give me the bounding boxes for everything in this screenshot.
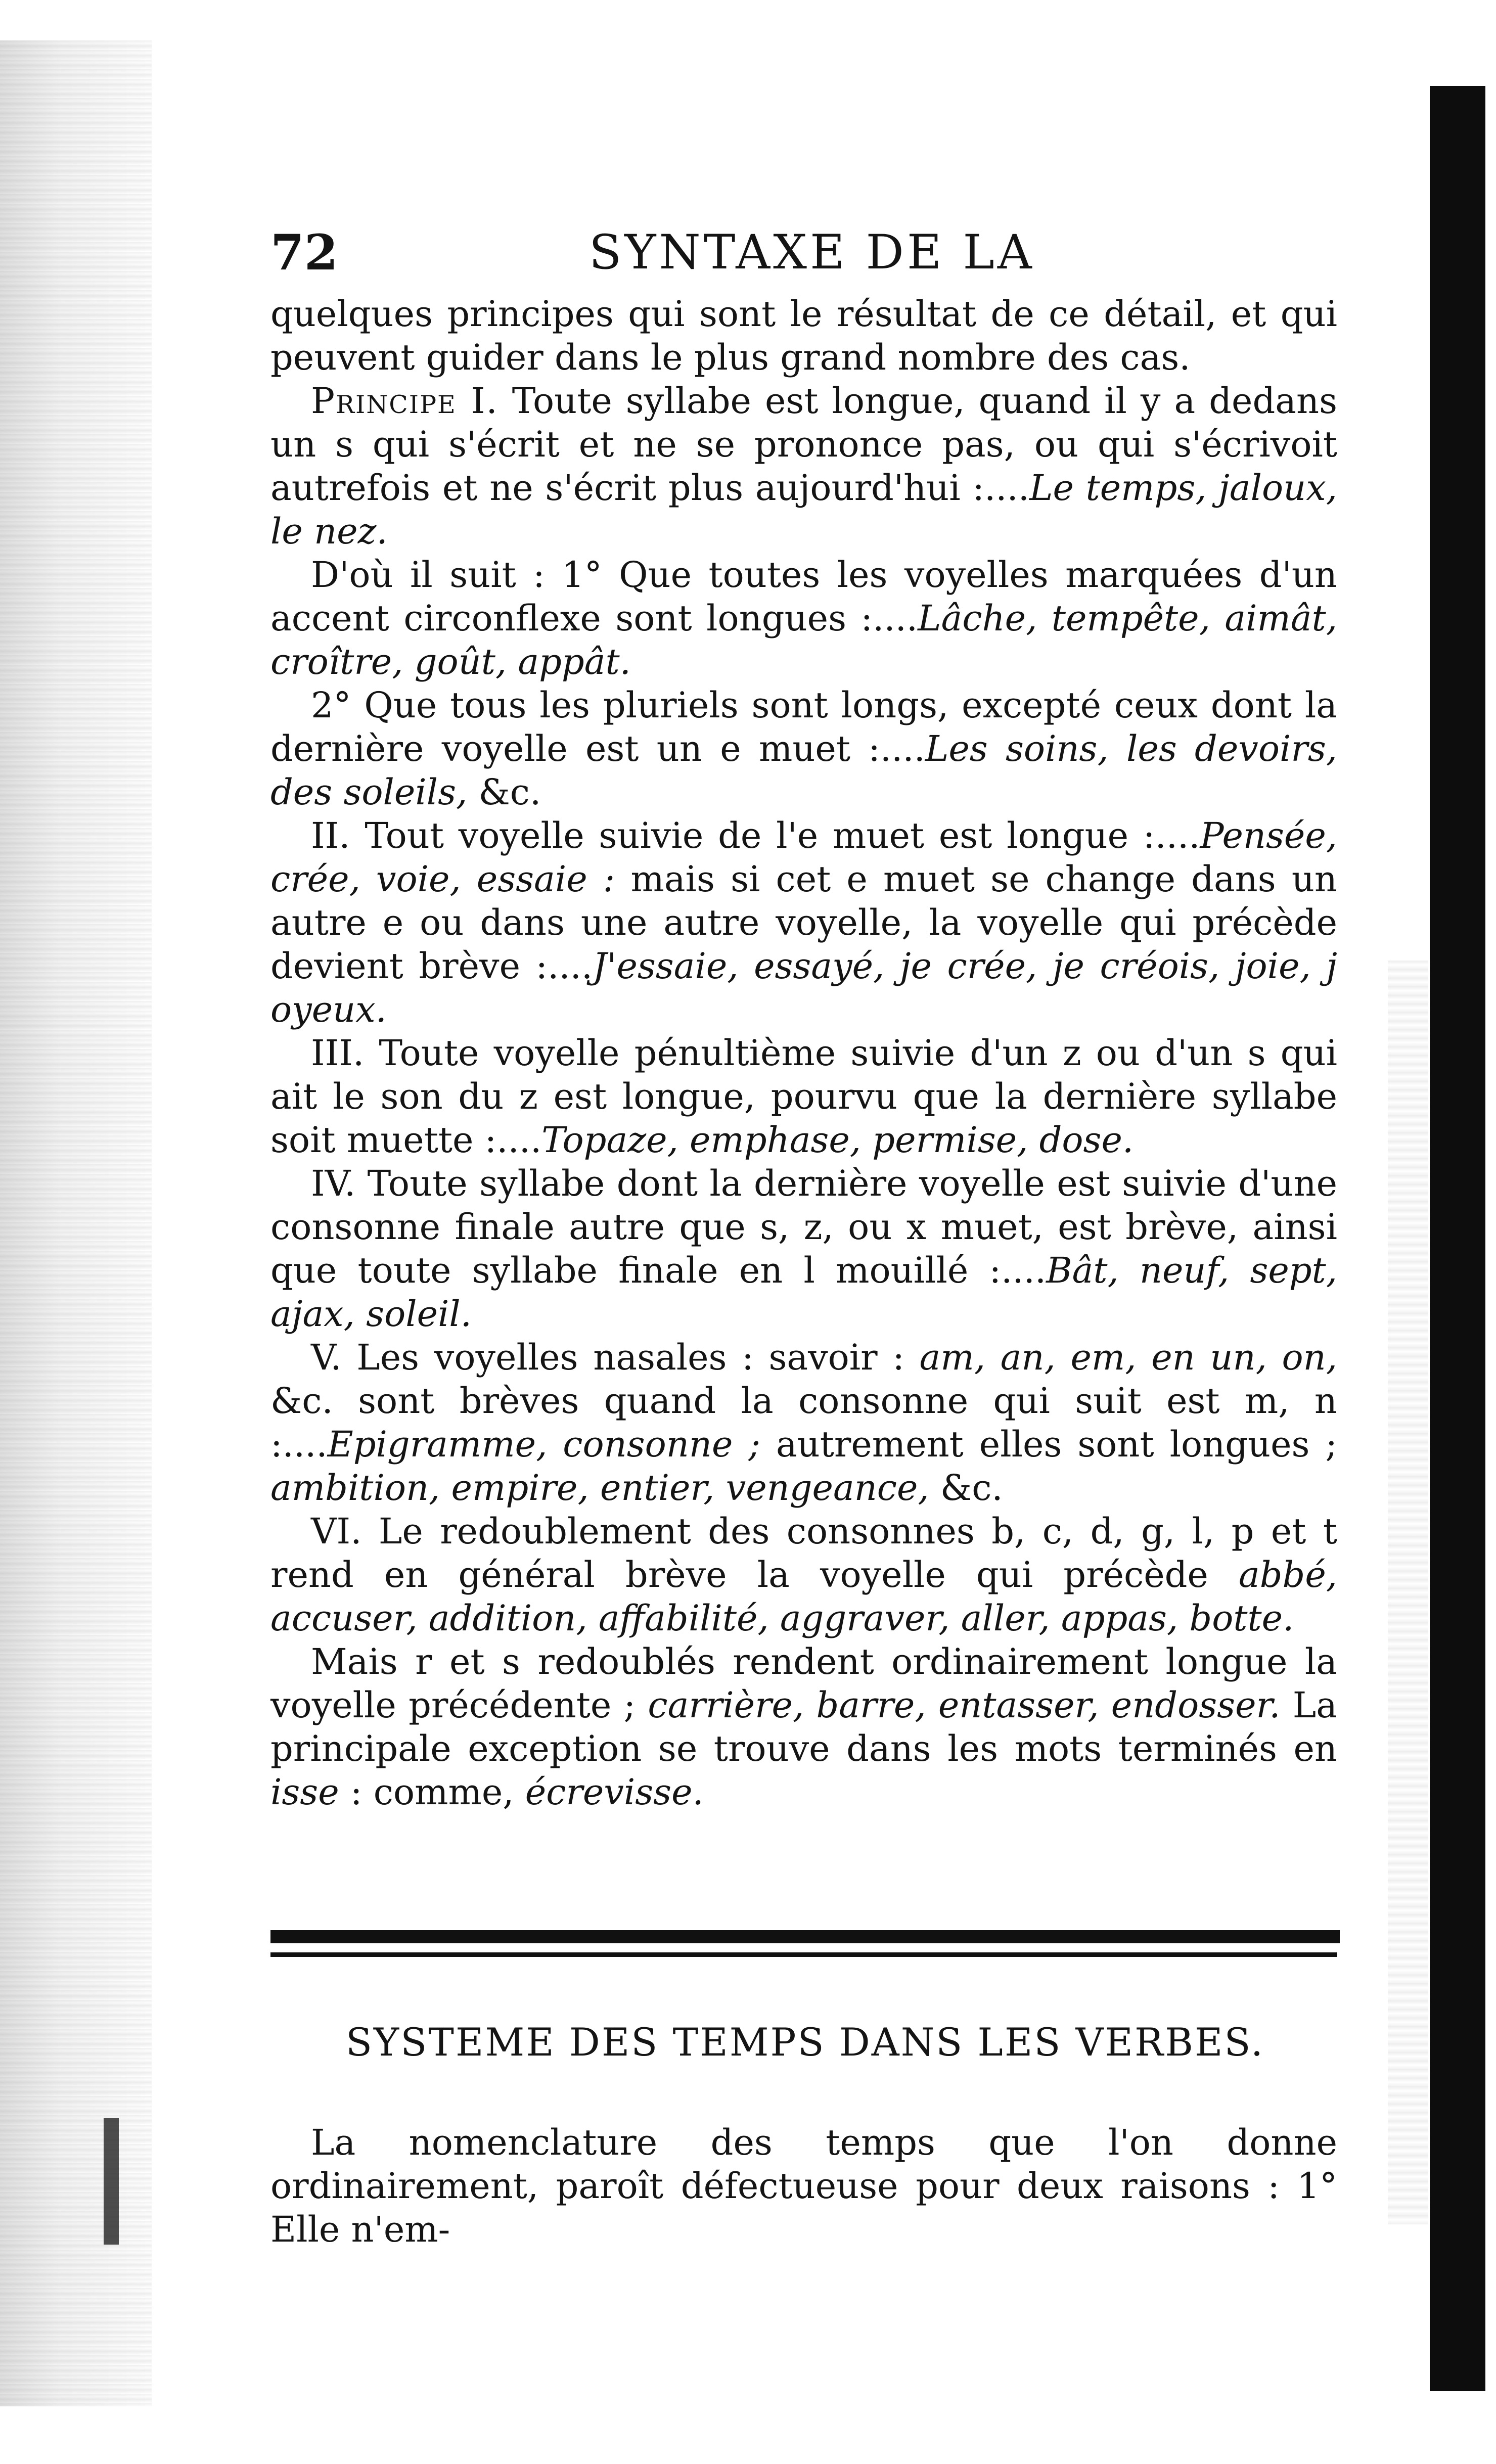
paragraph-principle-1 bbox=[270, 379, 1337, 553]
paragraph-text: III. Toute voyelle pénultième suivie d'un z ou d'un s qui ait le son du z est longue, pourvu que la dernière syllabe soit muette :.... bbox=[270, 1032, 1337, 1161]
paragraph-text: : comme, bbox=[339, 1771, 525, 1813]
paragraph-principle-3 bbox=[270, 1031, 1337, 1162]
paragraph-principle-2 bbox=[270, 814, 1337, 1031]
example-words: carrière, barre, entasser, endosser. bbox=[648, 1684, 1281, 1726]
paragraph-intro bbox=[270, 292, 1337, 379]
running-header bbox=[270, 222, 1340, 293]
paragraph-exception bbox=[270, 1640, 1337, 1814]
paragraph-text: mais si cet e muet se change dans un autre e ou dans une autre voyelle, la voyelle qui précède devient brève :.... bbox=[270, 858, 1337, 987]
paragraph-text: VI. Le redoublement des consonnes b, c, d, g, l, p et t rend en général brève la voyelle qui précède bbox=[270, 1511, 1337, 1595]
paragraph-text: Mais r et s redoublés rendent ordinairement longue la voyelle précédente ; bbox=[270, 1641, 1337, 1726]
principle-label: Principe I. bbox=[311, 380, 498, 422]
page-number: 72 bbox=[270, 224, 338, 281]
example-words: isse bbox=[270, 1771, 339, 1813]
example-words: Pensée, crée, voie, essaie : bbox=[270, 815, 1337, 900]
paragraph-text: D'où il suit : 1° Que toutes les voyelles marquées d'un accent circonflexe sont longues :.... bbox=[270, 554, 1337, 639]
paragraph-text: La principale exception se trouve dans les mots terminés en bbox=[270, 1684, 1338, 1769]
paragraph-text: Toute syllabe est longue, quand il y a dedans un s qui s'écrit et ne se prononce pas, ou qui s'écrivoit autrefois et ne s'écrit plus aujourd'hui :.... bbox=[270, 380, 1337, 509]
example-words: J'essaie, essayé, je crée, je créois, joie, j oyeux. bbox=[270, 945, 1337, 1030]
paragraph-text: 2° Que tous les pluriels sont longs, excepté ceux dont la dernière voyelle est un e muet :.... bbox=[270, 685, 1337, 769]
paragraph-text: quelques principes qui sont le résultat de ce détail, et qui peuvent guider dans le plus grand nombre des cas. bbox=[270, 293, 1337, 378]
paragraph-text: autrement elles sont longues ; bbox=[760, 1424, 1338, 1465]
example-words: Lâche, tempête, aimât, croître, goût, appât. bbox=[270, 598, 1337, 682]
page-edge-shadow bbox=[1430, 86, 1485, 2391]
paragraph-principle-4 bbox=[270, 1162, 1337, 1336]
example-words: ambition, empire, entier, vengeance, bbox=[270, 1467, 929, 1509]
main-text bbox=[270, 292, 1337, 1814]
paragraph-consequence-2 bbox=[270, 683, 1337, 814]
section-divider-thin bbox=[270, 1952, 1337, 1957]
paragraph-text: IV. Toute syllabe dont la dernière voyelle est suivie d'une consonne finale autre que s, z, ou x muet, est brève, ainsi que toute syllabe finale en l mouillé :.... bbox=[270, 1163, 1337, 1291]
example-words: Le temps, jaloux, le nez. bbox=[270, 467, 1337, 552]
page-edge-texture bbox=[1388, 961, 1428, 2224]
example-words: Topaze, emphase, permise, dose. bbox=[541, 1119, 1134, 1161]
binding-shadow bbox=[0, 40, 152, 2406]
running-title: SYNTAXE DE LA bbox=[589, 225, 1035, 280]
section-divider-thick bbox=[270, 1930, 1340, 1943]
example-words: abbé, accuser, addition, affabilité, aggraver, aller, appas, botte. bbox=[270, 1554, 1337, 1639]
paragraph-principle-6 bbox=[270, 1510, 1337, 1640]
paragraph-text: &c. bbox=[929, 1467, 1003, 1509]
example-words: Les soins, les devoirs, des soleils, bbox=[270, 728, 1338, 813]
paragraph-text: &c. bbox=[467, 771, 541, 813]
binding-mark bbox=[104, 2118, 119, 2245]
paragraph-text: II. Tout voyelle suivie de l'e muet est longue :.... bbox=[311, 815, 1200, 856]
paragraph-principle-5 bbox=[270, 1336, 1337, 1510]
example-words: am, an, em, en un, on, bbox=[919, 1337, 1338, 1378]
section-text bbox=[270, 2121, 1337, 2251]
section-heading: SYSTEME DES TEMPS DANS LES VERBES. bbox=[345, 2020, 1265, 2065]
paragraph-text: &c. sont brèves quand la consonne qui suit est m, n :.... bbox=[270, 1380, 1337, 1465]
example-words: Epigramme, consonne ; bbox=[327, 1424, 760, 1465]
example-words: écrevisse. bbox=[525, 1771, 704, 1813]
paragraph-consequence-1 bbox=[270, 553, 1337, 683]
paragraph-text: V. Les voyelles nasales : savoir : bbox=[311, 1337, 904, 1378]
section-paragraph: La nomenclature des temps que l'on donne ordinairement, paroît défectueuse pour deux raisons : 1° Elle n'em- bbox=[270, 2122, 1337, 2250]
example-words: Bât, neuf, sept, ajax, soleil. bbox=[270, 1250, 1337, 1335]
